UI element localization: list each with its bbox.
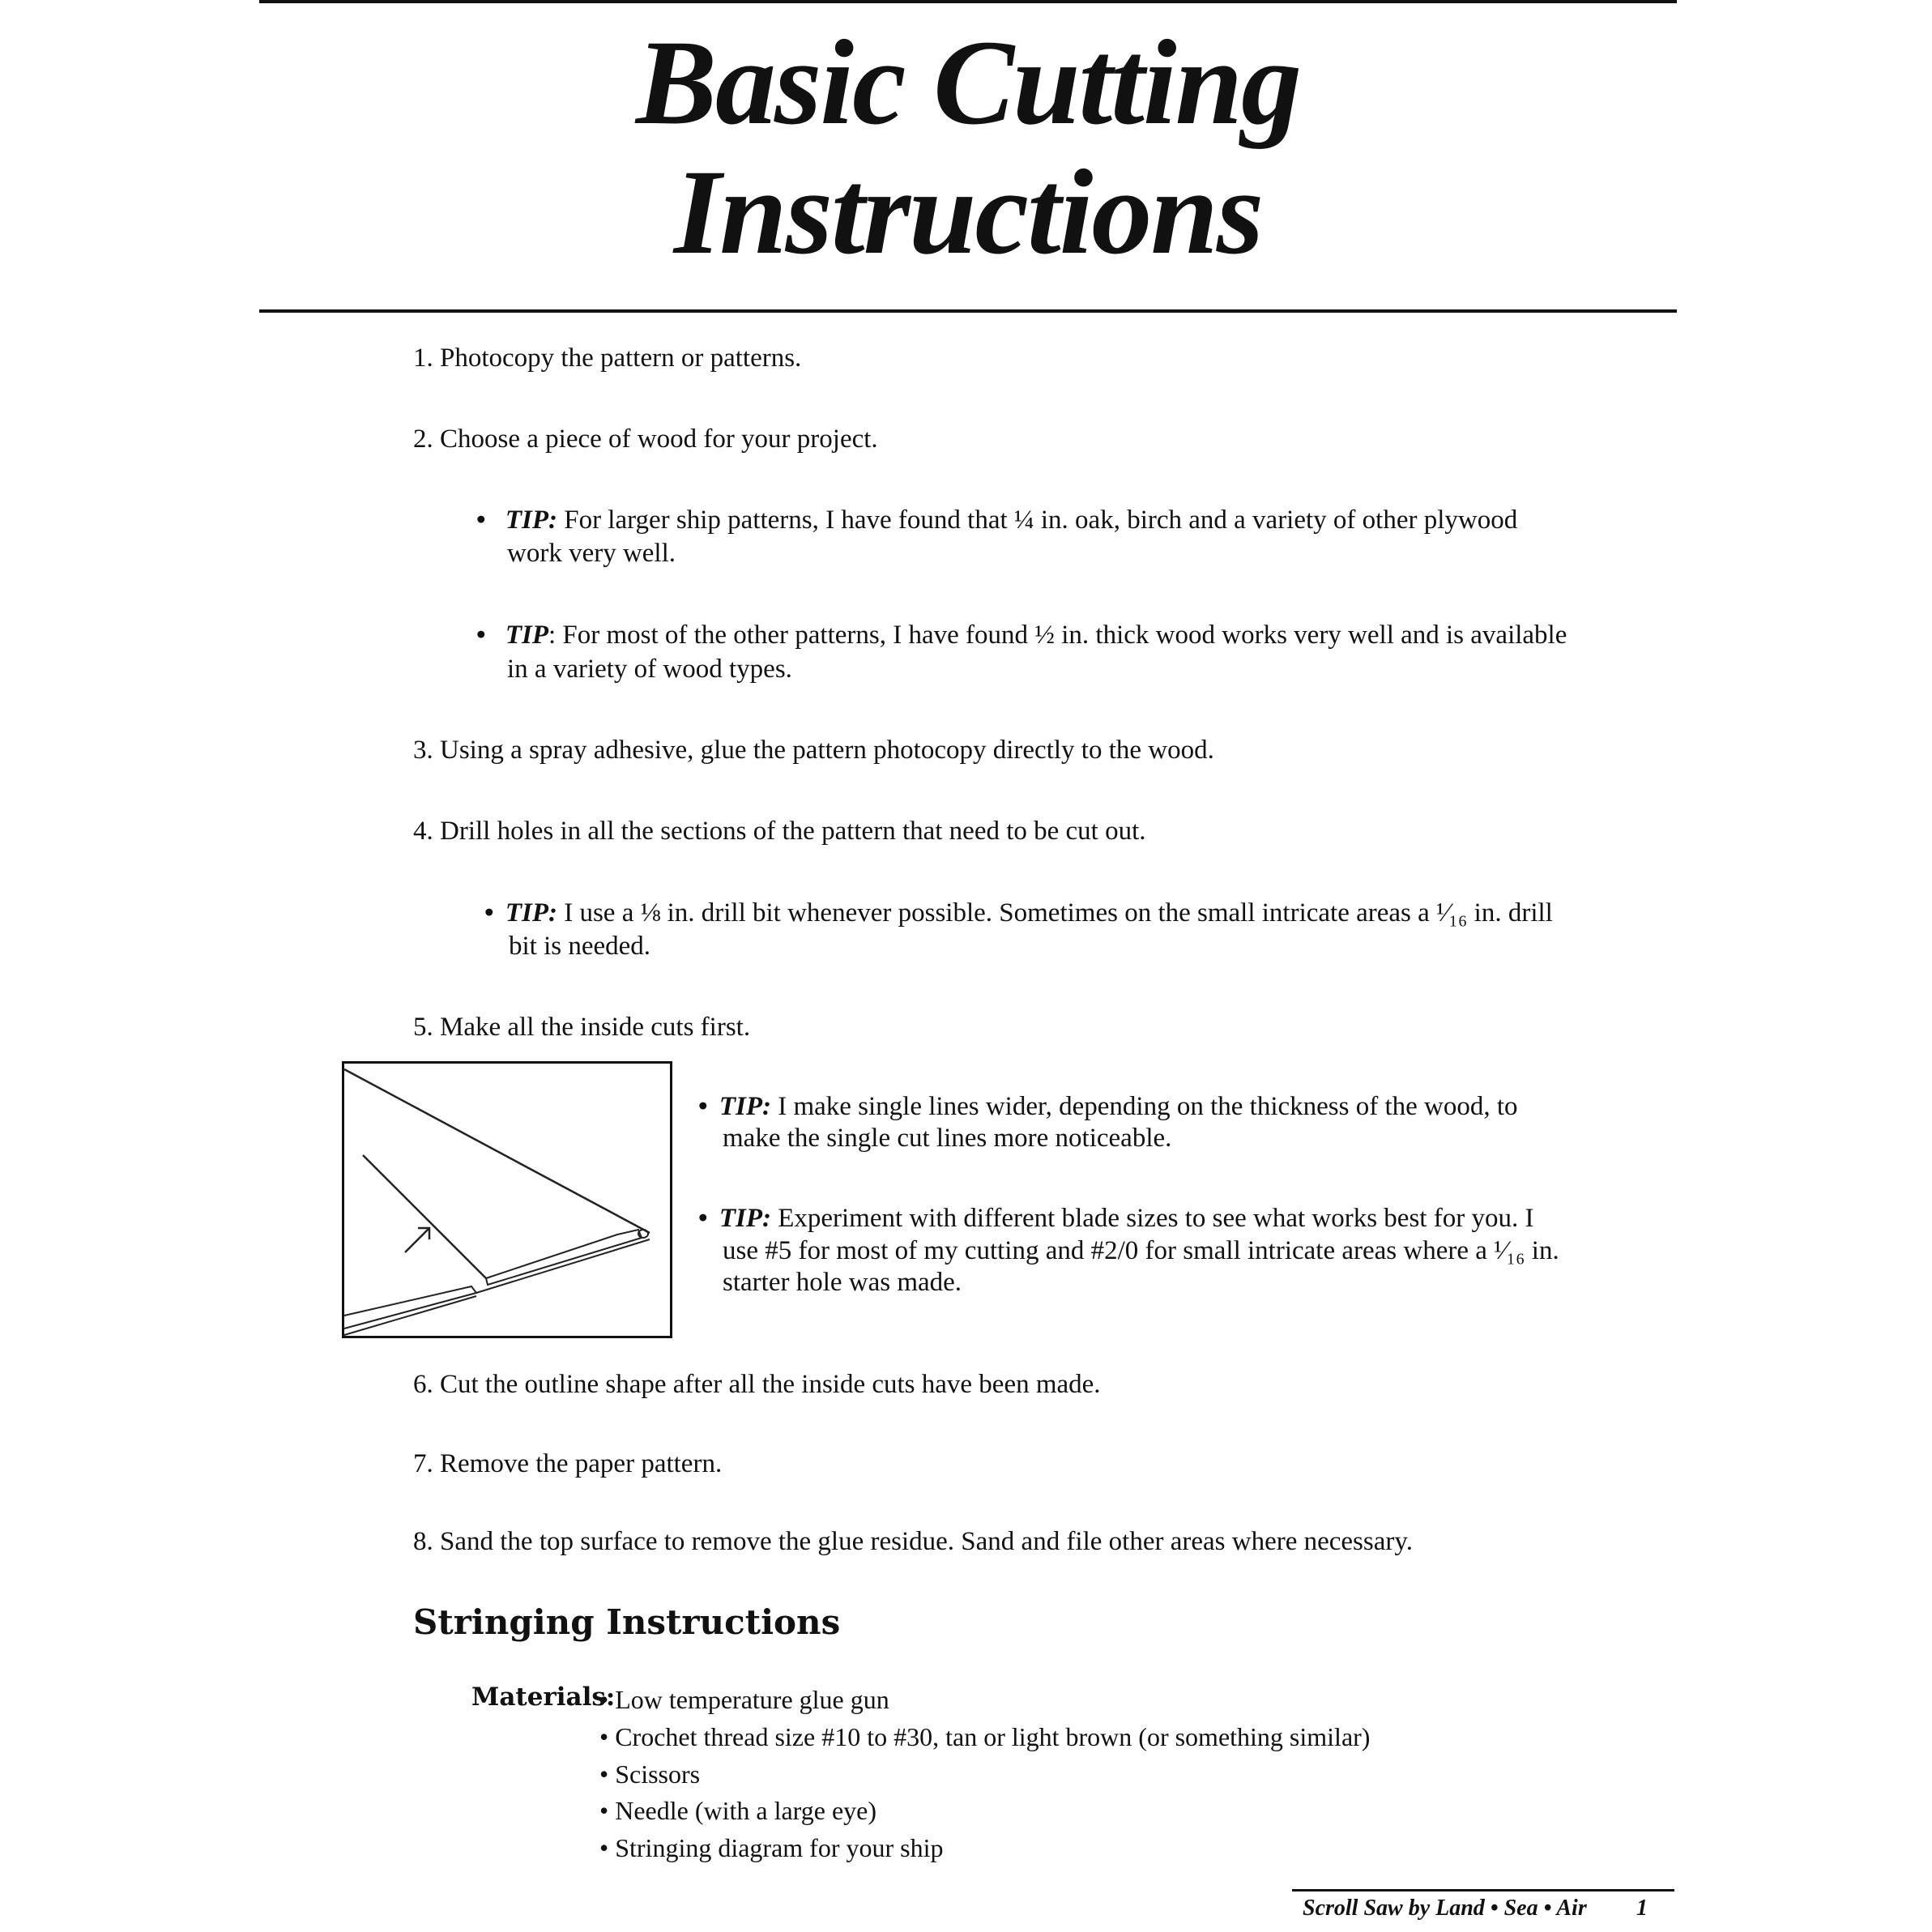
- title-line-2: Instructions: [673, 145, 1263, 279]
- tip-5-continued: use #5 for most of my cutting and #2/0 for small intricate areas where a ¹⁄₁₆ in.: [723, 1236, 1559, 1265]
- tip-4: [698, 1090, 1518, 1124]
- tip-5-continued-2: starter hole was made.: [723, 1268, 962, 1297]
- title-line-1: Basic Cutting: [635, 15, 1301, 150]
- tip-label: TIP:: [505, 898, 557, 928]
- material-item: • Needle (with a large eye): [599, 1796, 876, 1825]
- tip-label: TIP:: [505, 505, 557, 535]
- material-item: • Low temperature glue gun: [599, 1685, 889, 1714]
- tip-text: I make single lines wider, depending on the thickness of the wood, to: [770, 1092, 1518, 1121]
- step-4: 4. Drill holes in all the sections of the pattern that need to be cut out.: [413, 817, 1146, 846]
- bullet: •: [484, 898, 494, 928]
- tip-3-continued: bit is needed.: [509, 932, 651, 961]
- material-item: • Scissors: [599, 1759, 701, 1789]
- tip-5: [698, 1202, 1533, 1235]
- tip-2: [476, 619, 1567, 652]
- page-title: [259, 15, 1677, 279]
- step-2: 2. Choose a piece of wood for your project.: [413, 424, 878, 454]
- tip-text: : For most of the other patterns, I have found ½ in. thick wood works very well and is available: [548, 621, 1567, 650]
- footer-rule: [1292, 1889, 1674, 1891]
- material-item: • Stringing diagram for your ship: [599, 1833, 944, 1862]
- diagram-frame: [343, 1063, 672, 1337]
- bullet: •: [698, 1204, 708, 1233]
- tip-1-continued: work very well.: [507, 539, 676, 568]
- step-1: 1. Photocopy the pattern or patterns.: [413, 343, 802, 373]
- tip-label: TIP: [505, 621, 548, 650]
- footer-book-title: Scroll Saw by Land • Sea • Air: [1303, 1896, 1587, 1921]
- step-7: 7. Remove the paper pattern.: [413, 1449, 723, 1478]
- step-8: 8. Sand the top surface to remove the glue residue. Sand and file other areas where necessary.: [413, 1527, 1413, 1556]
- stringing-heading: Stringing Instructions: [413, 1602, 841, 1642]
- tip-4-continued: make the single cut lines more noticeable.: [723, 1124, 1172, 1153]
- inside-cut-diagram: [342, 1061, 672, 1338]
- tip-1: [476, 504, 1517, 537]
- tip-label: TIP:: [719, 1092, 771, 1121]
- bullet: •: [698, 1092, 708, 1121]
- top-rule: [259, 0, 1677, 3]
- material-item: • Crochet thread size #10 to #30, tan or light brown (or something similar): [599, 1722, 1371, 1751]
- tip-2-continued: in a variety of wood types.: [507, 655, 792, 684]
- step-3: 3. Using a spray adhesive, glue the pattern photocopy directly to the wood.: [413, 736, 1214, 765]
- bullet: •: [476, 505, 486, 535]
- tip-text: I use a ⅛ in. drill bit whenever possible. Sometimes on the small intricate areas a ¹⁄₁₆ in. drill: [557, 898, 1553, 928]
- bullet: •: [476, 621, 486, 650]
- materials-label: Materials:: [471, 1683, 616, 1712]
- tip-text: Experiment with different blade sizes to see what works best for you. I: [770, 1204, 1534, 1233]
- tip-text: For larger ship patterns, I have found that ¼ in. oak, birch and a variety of other plywood: [557, 505, 1518, 535]
- tip-3: [484, 897, 1553, 930]
- title-rule: [259, 309, 1677, 313]
- step-5: 5. Make all the inside cuts first.: [413, 1013, 751, 1042]
- step-6: 6. Cut the outline shape after all the inside cuts have been made.: [413, 1370, 1101, 1399]
- tip-label: TIP:: [719, 1204, 771, 1233]
- page-number: 1: [1636, 1896, 1648, 1921]
